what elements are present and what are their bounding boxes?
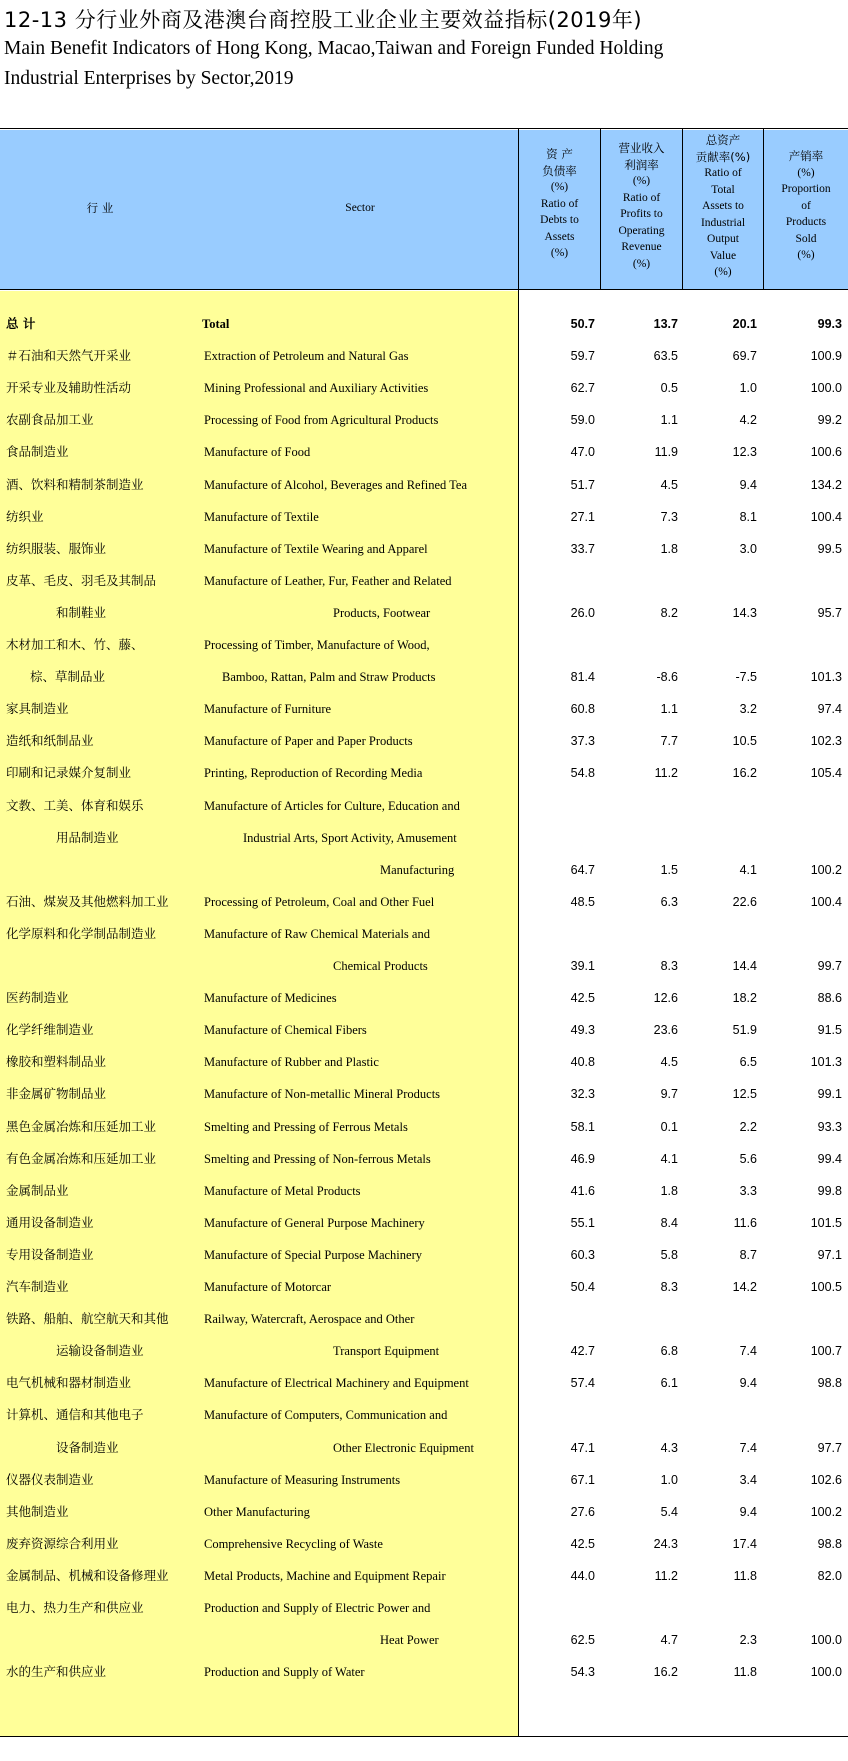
sector-en: Chemical Products xyxy=(333,959,428,973)
sector-en: Manufacture of Non-metallic Mineral Products xyxy=(204,1087,441,1102)
industry-cn: 农副食品加工业 xyxy=(6,412,94,428)
debt-ratio-value: 26.0 xyxy=(570,605,595,620)
industry-cn: 运输设备制造业 xyxy=(56,1343,144,1359)
profit-ratio-value: 11.2 xyxy=(654,766,678,781)
profit-ratio-value: 1.1 xyxy=(660,702,678,717)
profit-ratio-value: 11.2 xyxy=(654,1568,678,1583)
industry-cn: 纺织业 xyxy=(6,508,44,524)
sector-en: Manufacturing xyxy=(380,862,455,877)
sales-ratio-value: 101.3 xyxy=(810,1055,842,1070)
sales-ratio-value: 100.4 xyxy=(810,509,842,524)
profit-ratio-value: 7.3 xyxy=(660,509,678,524)
profit-ratio-value: 5.4 xyxy=(660,1504,678,1519)
debt-ratio-value: 47.0 xyxy=(570,445,595,460)
table-row xyxy=(0,1335,848,1367)
table-row xyxy=(0,436,848,468)
sales-ratio-value: 97.4 xyxy=(817,702,842,717)
sector-en: Manufacture of Articles for Culture, Education and xyxy=(204,798,460,813)
debt-ratio-value: 62.7 xyxy=(570,381,595,396)
table-row xyxy=(0,1592,848,1624)
sector-en: Total xyxy=(202,317,230,331)
industry-cn: 开采专业及辅助性活动 xyxy=(6,380,132,396)
sector-en: Production and Supply of Electric Power and xyxy=(204,1601,431,1615)
industry-cn: 其他制造业 xyxy=(6,1503,69,1519)
profit-ratio-value: 1.8 xyxy=(660,541,678,556)
table-row xyxy=(0,404,848,436)
table-row xyxy=(0,501,848,533)
profit-ratio-value: 5.8 xyxy=(660,1247,678,1262)
table-row xyxy=(0,1464,848,1496)
sector-en: Manufacture of Furniture xyxy=(204,702,332,717)
industry-cn: 水的生产和供应业 xyxy=(6,1664,107,1680)
profit-ratio-value: 4.7 xyxy=(660,1633,678,1648)
debt-ratio-value: 47.1 xyxy=(570,1440,595,1455)
sector-en: Products, Footwear xyxy=(333,605,431,620)
header-col3-en: Ratio of Total Assets to Industrial Output Value (%) xyxy=(700,167,746,278)
industry-cn: 石油、煤炭及其他燃料加工业 xyxy=(6,893,169,909)
table-row xyxy=(0,757,848,789)
asset-contribution-value: 11.8 xyxy=(733,1568,757,1583)
sales-ratio-value: 98.8 xyxy=(817,1536,842,1551)
industry-cn: 化学原料和化学制品制造业 xyxy=(6,925,157,941)
debt-ratio-value: 27.6 xyxy=(570,1504,595,1519)
profit-ratio-value: -8.6 xyxy=(656,670,678,685)
header-col1 xyxy=(519,146,600,262)
sales-ratio-value: 82.0 xyxy=(817,1568,842,1583)
table-row xyxy=(0,1399,848,1431)
asset-contribution-value: 1.0 xyxy=(739,381,757,396)
table-row xyxy=(0,725,848,757)
sales-ratio-value: 101.3 xyxy=(810,670,842,685)
debt-ratio-value: 60.3 xyxy=(570,1247,595,1262)
table-row xyxy=(0,693,848,725)
industry-cn: 印刷和记录媒介复制业 xyxy=(6,765,132,781)
table-title-en-line2: Industrial Enterprises by Sector,2019 xyxy=(4,68,294,89)
asset-contribution-value: -7.5 xyxy=(735,670,757,685)
sector-en: Manufacture of Computers, Communication and xyxy=(204,1408,448,1423)
sector-en: Mining Professional and Auxiliary Activities xyxy=(204,381,429,396)
asset-contribution-value: 8.7 xyxy=(739,1247,757,1262)
debt-ratio-value: 57.4 xyxy=(570,1376,595,1391)
industry-cn: 金属制品业 xyxy=(6,1182,69,1198)
industry-cn: 和制鞋业 xyxy=(56,604,107,620)
sales-ratio-value: 100.4 xyxy=(810,894,842,909)
table-row xyxy=(0,1624,848,1656)
asset-contribution-value: 12.3 xyxy=(732,445,757,460)
debt-ratio-value: 41.6 xyxy=(570,1183,595,1198)
industry-cn: 通用设备制造业 xyxy=(6,1214,94,1230)
asset-contribution-value: 18.2 xyxy=(732,991,757,1006)
header-col4 xyxy=(764,148,848,264)
sales-ratio-value: 100.7 xyxy=(810,1344,842,1359)
sector-en: Production and Supply of Water xyxy=(204,1665,365,1680)
sector-en: Processing of Food from Agricultural Products xyxy=(204,413,439,428)
table-row xyxy=(0,1078,848,1110)
industry-cn: 废弃资源综合利用业 xyxy=(6,1535,119,1551)
table-row xyxy=(0,1014,848,1046)
table-row xyxy=(0,790,848,822)
profit-ratio-value: 8.2 xyxy=(660,605,678,620)
industry-cn: 金属制品、机械和设备修理业 xyxy=(6,1567,169,1583)
table-row xyxy=(0,340,848,372)
industry-cn: 用品制造业 xyxy=(56,829,119,845)
profit-ratio-value: 4.5 xyxy=(660,477,678,492)
debt-ratio-value: 27.1 xyxy=(570,509,595,524)
debt-ratio-value: 44.0 xyxy=(570,1568,595,1583)
sector-en: Comprehensive Recycling of Waste xyxy=(204,1536,383,1551)
sector-en: Metal Products, Machine and Equipment Repair xyxy=(204,1568,446,1583)
header-col4-cn: 产销率 xyxy=(788,149,824,163)
debt-ratio-value: 50.4 xyxy=(570,1280,595,1294)
table-row xyxy=(0,533,848,565)
industry-cn: 非金属矿物制品业 xyxy=(6,1086,107,1102)
profit-ratio-value: 1.8 xyxy=(660,1183,678,1198)
table-row xyxy=(0,1175,848,1207)
debt-ratio-value: 60.8 xyxy=(570,702,595,717)
bottom-rule xyxy=(0,1736,848,1737)
table-row xyxy=(0,918,848,950)
profit-ratio-value: 4.5 xyxy=(660,1055,678,1070)
table-row xyxy=(0,661,848,693)
sector-en: Manufacture of General Purpose Machinery xyxy=(204,1215,425,1230)
sector-en: Manufacture of Raw Chemical Materials and xyxy=(204,926,430,941)
asset-contribution-value: 12.5 xyxy=(732,1087,757,1102)
top-rule xyxy=(0,128,848,129)
sales-ratio-value: 91.5 xyxy=(817,1023,842,1038)
sector-en: Processing of Petroleum, Coal and Other Fuel xyxy=(204,894,435,909)
sales-ratio-value: 105.4 xyxy=(810,766,842,781)
table-row xyxy=(0,629,848,661)
table-row xyxy=(0,982,848,1014)
table-row xyxy=(0,1111,848,1143)
asset-contribution-value: 11.6 xyxy=(733,1215,757,1230)
sales-ratio-value: 97.7 xyxy=(817,1440,842,1455)
sector-en: Manufacture of Leather, Fur, Feather and Related xyxy=(204,573,452,588)
header-industry-cn: 行 业 xyxy=(86,201,114,215)
sector-en: Manufacture of Electrical Machinery and Equipment xyxy=(204,1376,469,1391)
asset-contribution-value: 9.4 xyxy=(739,1376,757,1391)
debt-ratio-value: 59.7 xyxy=(570,349,595,364)
asset-contribution-value: 7.4 xyxy=(739,1344,757,1359)
industry-cn: 皮革、毛皮、羽毛及其制品 xyxy=(6,572,157,588)
table-row xyxy=(0,1271,848,1303)
asset-contribution-value: 7.4 xyxy=(739,1440,757,1455)
debt-ratio-value: 54.3 xyxy=(570,1665,595,1680)
sector-en: Manufacture of Food xyxy=(204,445,311,460)
debt-ratio-value: 49.3 xyxy=(570,1023,595,1038)
asset-contribution-value: 51.9 xyxy=(732,1023,757,1038)
table-row xyxy=(0,1656,848,1688)
debt-ratio-value: 42.5 xyxy=(570,991,595,1006)
sector-en: Manufacture of Rubber and Plastic xyxy=(204,1055,379,1070)
asset-contribution-value: 3.2 xyxy=(739,702,757,717)
debt-ratio-value: 39.1 xyxy=(570,959,595,973)
asset-contribution-value: 17.4 xyxy=(732,1536,757,1551)
sales-ratio-value: 102.3 xyxy=(810,734,842,749)
industry-cn: 木材加工和木、竹、藤、 xyxy=(6,637,144,652)
sales-ratio-value: 102.6 xyxy=(810,1472,842,1487)
sector-en: Manufacture of Textile Wearing and Apparel xyxy=(204,541,428,556)
sales-ratio-value: 99.7 xyxy=(817,959,842,973)
sector-en: Transport Equipment xyxy=(333,1344,440,1359)
sales-ratio-value: 100.0 xyxy=(810,381,842,396)
sales-ratio-value: 101.5 xyxy=(810,1215,842,1230)
industry-cn: 纺织服装、服饰业 xyxy=(6,540,107,556)
table-row xyxy=(0,1207,848,1239)
table-row xyxy=(0,1560,848,1592)
sales-ratio-value: 99.3 xyxy=(817,317,842,331)
debt-ratio-value: 67.1 xyxy=(570,1472,595,1487)
asset-contribution-value: 9.4 xyxy=(739,1504,757,1519)
sales-ratio-value: 97.1 xyxy=(817,1247,842,1262)
table-row xyxy=(0,1367,848,1399)
asset-contribution-value: 20.1 xyxy=(732,317,757,331)
debt-ratio-value: 42.5 xyxy=(570,1536,595,1551)
debt-ratio-value: 33.7 xyxy=(570,541,595,556)
industry-cn: 化学纤维制造业 xyxy=(6,1022,94,1038)
sales-ratio-value: 100.6 xyxy=(810,445,842,460)
asset-contribution-value: 2.2 xyxy=(739,1119,757,1134)
asset-contribution-value: 4.1 xyxy=(739,862,757,877)
debt-ratio-value: 64.7 xyxy=(570,862,595,877)
industry-cn: 文教、工美、体育和娱乐 xyxy=(6,797,144,813)
sales-ratio-value: 98.8 xyxy=(817,1376,842,1391)
header-sector-en: Sector xyxy=(345,202,375,214)
sales-ratio-value: 88.6 xyxy=(817,991,842,1006)
header-col2-cn: 营业收入 利润率 xyxy=(618,141,665,172)
sector-en: Manufacture of Paper and Paper Products xyxy=(204,734,413,749)
table-row xyxy=(0,886,848,918)
industry-cn: 有色金属冶炼和压延加工业 xyxy=(6,1150,157,1166)
debt-ratio-value: 40.8 xyxy=(570,1055,595,1070)
profit-ratio-value: 1.1 xyxy=(660,413,678,428)
sector-en: Manufacture of Medicines xyxy=(204,991,337,1006)
debt-ratio-value: 54.8 xyxy=(570,766,595,781)
profit-ratio-value: 1.0 xyxy=(660,1472,678,1487)
debt-ratio-value: 32.3 xyxy=(570,1087,595,1102)
asset-contribution-value: 14.4 xyxy=(732,959,757,973)
profit-ratio-value: 6.3 xyxy=(660,894,678,909)
asset-contribution-value: 69.7 xyxy=(732,349,757,364)
table-row xyxy=(0,1046,848,1078)
asset-contribution-value: 5.6 xyxy=(739,1151,757,1166)
asset-contribution-value: 9.4 xyxy=(739,477,757,492)
industry-cn: 酒、饮料和精制茶制造业 xyxy=(6,476,144,492)
table-row xyxy=(0,372,848,404)
table-row xyxy=(0,1528,848,1560)
asset-contribution-value: 16.2 xyxy=(732,766,757,781)
profit-ratio-value: 6.1 xyxy=(660,1376,678,1391)
sector-en: Manufacture of Textile xyxy=(204,509,319,524)
debt-ratio-value: 59.0 xyxy=(570,413,595,428)
sales-ratio-value: 100.0 xyxy=(810,1665,842,1680)
sector-en: Bamboo, Rattan, Palm and Straw Products xyxy=(222,670,436,685)
profit-ratio-value: 8.3 xyxy=(660,1280,678,1294)
sales-ratio-value: 100.5 xyxy=(810,1280,842,1294)
industry-cn: 专用设备制造业 xyxy=(6,1246,94,1262)
industry-cn: 医药制造业 xyxy=(6,990,69,1006)
header-bottom-rule xyxy=(0,289,848,290)
sector-en: Manufacture of Alcohol, Beverages and Refined Tea xyxy=(204,477,468,492)
table-title-en-line1: Main Benefit Indicators of Hong Kong, Macao,Taiwan and Foreign Funded Holding xyxy=(4,38,664,59)
profit-ratio-value: 13.7 xyxy=(653,317,678,331)
table-row xyxy=(0,950,848,982)
profit-ratio-value: 23.6 xyxy=(653,1023,678,1038)
table-row xyxy=(0,597,848,629)
table-row xyxy=(0,1239,848,1271)
profit-ratio-value: 24.3 xyxy=(653,1536,678,1551)
table-row xyxy=(0,1496,848,1528)
profit-ratio-value: 1.5 xyxy=(660,862,678,877)
sector-en: Industrial Arts, Sport Activity, Amusement xyxy=(243,830,457,845)
sales-ratio-value: 99.5 xyxy=(817,541,842,556)
table-row xyxy=(0,822,848,854)
sector-en: Printing, Reproduction of Recording Media xyxy=(204,766,423,781)
header-col3-cn: 总资产 贡献率(%) xyxy=(695,133,751,164)
sales-ratio-value: 95.7 xyxy=(817,605,842,620)
debt-ratio-value: 58.1 xyxy=(570,1119,595,1134)
sector-en: Railway, Watercraft, Aerospace and Other xyxy=(204,1312,415,1327)
industry-cn: 计算机、通信和其他电子 xyxy=(6,1407,144,1423)
sales-ratio-value: 93.3 xyxy=(817,1119,842,1134)
asset-contribution-value: 3.0 xyxy=(739,541,757,556)
profit-ratio-value: 12.6 xyxy=(653,991,678,1006)
profit-ratio-value: 7.7 xyxy=(660,734,678,749)
sector-en: Other Electronic Equipment xyxy=(333,1440,474,1455)
debt-ratio-value: 51.7 xyxy=(570,477,595,492)
asset-contribution-value: 22.6 xyxy=(732,894,757,909)
industry-cn: 电力、热力生产和供应业 xyxy=(6,1600,144,1615)
table-row xyxy=(0,1303,848,1335)
table-row xyxy=(0,308,848,340)
debt-ratio-value: 62.5 xyxy=(570,1633,595,1648)
asset-contribution-value: 14.3 xyxy=(732,605,757,620)
asset-contribution-value: 10.5 xyxy=(732,734,757,749)
sector-en: Extraction of Petroleum and Natural Gas xyxy=(204,349,409,364)
profit-ratio-value: 11.9 xyxy=(654,445,678,460)
profit-ratio-value: 0.1 xyxy=(660,1119,678,1134)
sector-en: Processing of Timber, Manufacture of Wood, xyxy=(204,638,430,652)
industry-cn: 汽车制造业 xyxy=(6,1279,69,1294)
debt-ratio-value: 55.1 xyxy=(570,1215,595,1230)
sales-ratio-value: 100.0 xyxy=(810,1633,842,1648)
sales-ratio-value: 99.8 xyxy=(817,1183,842,1198)
asset-contribution-value: 3.4 xyxy=(739,1472,757,1487)
sector-en: Other Manufacturing xyxy=(204,1504,310,1519)
profit-ratio-value: 0.5 xyxy=(660,381,678,396)
header-col1-cn: 资 产 负债率 xyxy=(542,147,577,178)
sales-ratio-value: 99.2 xyxy=(817,413,842,428)
sector-en: Manufacture of Special Purpose Machinery xyxy=(204,1247,422,1262)
sector-en: Manufacture of Measuring Instruments xyxy=(204,1472,401,1487)
asset-contribution-value: 2.3 xyxy=(739,1633,757,1648)
sector-en: Smelting and Pressing of Non-ferrous Metals xyxy=(204,1151,431,1166)
industry-cn: 橡胶和塑料制品业 xyxy=(6,1054,107,1070)
table-row xyxy=(0,1432,848,1464)
sales-ratio-value: 100.9 xyxy=(810,349,842,364)
asset-contribution-value: 4.2 xyxy=(739,413,757,428)
profit-ratio-value: 9.7 xyxy=(660,1087,678,1102)
industry-cn: 棕、草制品业 xyxy=(30,669,106,685)
asset-contribution-value: 11.8 xyxy=(733,1665,757,1680)
sales-ratio-value: 134.2 xyxy=(810,477,842,492)
debt-ratio-value: 50.7 xyxy=(570,317,595,331)
industry-cn: 铁路、船舶、航空航天和其他 xyxy=(6,1311,169,1327)
debt-ratio-value: 81.4 xyxy=(570,670,595,685)
header-col4-en: (%) Proportion of Products Sold (%) xyxy=(781,166,831,261)
sales-ratio-value: 99.1 xyxy=(817,1087,842,1102)
industry-cn: 食品制造业 xyxy=(6,444,69,460)
industry-cn: 总 计 xyxy=(6,316,36,331)
sector-en: Manufacture of Motorcar xyxy=(204,1280,332,1294)
sales-ratio-value: 100.2 xyxy=(810,862,842,877)
asset-contribution-value: 3.3 xyxy=(739,1183,757,1198)
debt-ratio-value: 42.7 xyxy=(570,1344,595,1359)
table-row xyxy=(0,565,848,597)
profit-ratio-value: 6.8 xyxy=(660,1344,678,1359)
header-col3 xyxy=(683,132,763,281)
table-row xyxy=(0,1143,848,1175)
profit-ratio-value: 16.2 xyxy=(653,1665,678,1680)
sales-ratio-value: 99.4 xyxy=(817,1151,842,1166)
debt-ratio-value: 46.9 xyxy=(570,1151,595,1166)
data-table xyxy=(0,128,848,1738)
sales-ratio-value: 100.2 xyxy=(810,1504,842,1519)
header-col2-en: (%) Ratio of Profits to Operating Revenue (%) xyxy=(618,175,665,270)
debt-ratio-value: 37.3 xyxy=(570,734,595,749)
industry-cn: 仪器仪表制造业 xyxy=(6,1471,94,1487)
table-row xyxy=(0,469,848,501)
industry-cn: 黑色金属冶炼和压延加工业 xyxy=(6,1118,157,1134)
sector-en: Heat Power xyxy=(380,1633,439,1648)
asset-contribution-value: 6.5 xyxy=(739,1055,757,1070)
sector-en: Smelting and Pressing of Ferrous Metals xyxy=(204,1119,408,1134)
profit-ratio-value: 4.1 xyxy=(660,1151,678,1166)
header-col1-en: (%) Ratio of Debts to Assets (%) xyxy=(540,181,579,259)
profit-ratio-value: 63.5 xyxy=(653,349,678,364)
header-col2 xyxy=(601,140,682,272)
industry-cn: 电气机械和器材制造业 xyxy=(6,1375,132,1391)
asset-contribution-value: 8.1 xyxy=(739,509,757,524)
profit-ratio-value: 4.3 xyxy=(660,1440,678,1455)
table-title-cn: 12-13 分行业外商及港澳台商控股工业企业主要效益指标(2019年) xyxy=(4,8,643,32)
profit-ratio-value: 8.4 xyxy=(660,1215,678,1230)
table-row xyxy=(0,854,848,886)
sector-en: Manufacture of Chemical Fibers xyxy=(204,1023,367,1038)
debt-ratio-value: 48.5 xyxy=(570,894,595,909)
industry-cn: 家具制造业 xyxy=(6,701,69,717)
profit-ratio-value: 8.3 xyxy=(660,959,678,973)
asset-contribution-value: 14.2 xyxy=(732,1280,757,1294)
industry-cn: ＃石油和天然气开采业 xyxy=(6,348,132,364)
sector-en: Manufacture of Metal Products xyxy=(204,1183,361,1198)
industry-cn: 设备制造业 xyxy=(56,1439,119,1455)
industry-cn: 造纸和纸制品业 xyxy=(6,733,94,749)
